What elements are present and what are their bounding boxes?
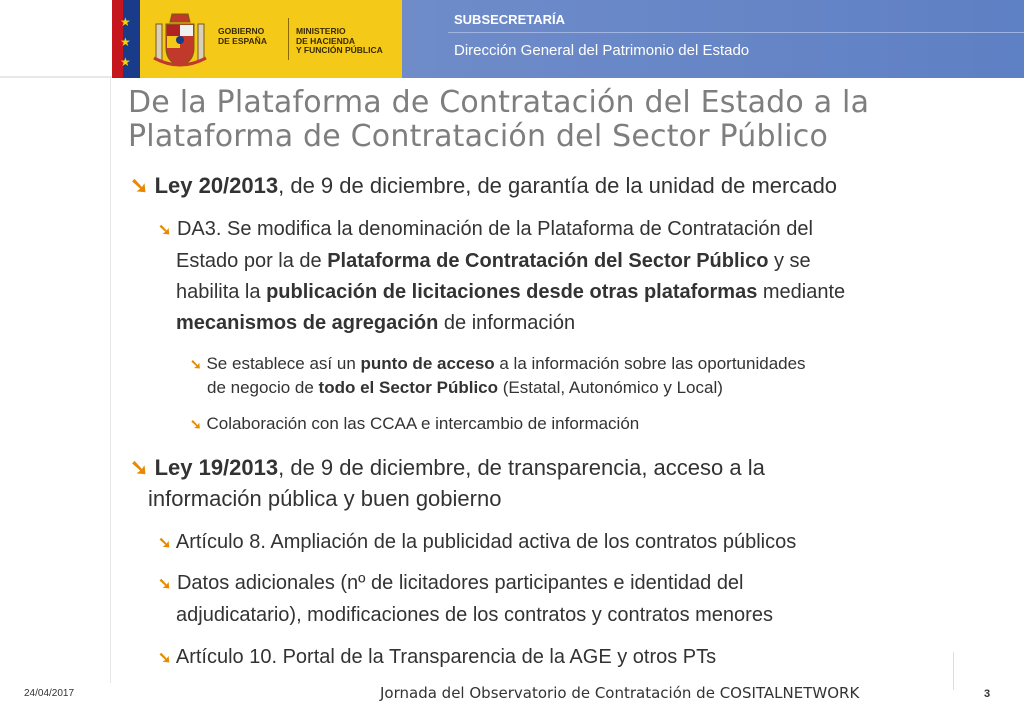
footer-date: 24/04/2017 (24, 688, 75, 699)
punto-text: de negocio de (207, 378, 319, 397)
slide-title (128, 86, 1008, 154)
bullet-ley-19-2013 (130, 452, 950, 514)
da3-bold: publicación de licitaciones desde otras plataformas (266, 281, 758, 303)
da3-text: y se (768, 250, 811, 272)
bullet-text: , de 9 de diciembre, de transparencia, acceso a la (278, 455, 765, 480)
punto-text: Se establece así un (206, 354, 361, 373)
direccion-label: Dirección General del Patrimonio del Estado (454, 42, 750, 59)
gov-label: GOBIERNO DE ESPAÑA (218, 26, 267, 46)
punto-text: a la información sobre las oportunidades (494, 354, 806, 373)
arrow-icon: ➘ (130, 455, 149, 480)
articulo-8-text: Artículo 8. Ampliación de la publicidad activa de los contratos públicos (175, 531, 797, 553)
da3-text: de información (438, 312, 576, 334)
articulo-10-text: Artículo 10. Portal de la Transparencia de la AGE y otros PTs (175, 646, 717, 668)
arrow-icon: ➘ (130, 173, 149, 198)
da3-bold: mecanismos de agregación (176, 312, 439, 334)
header-white-area (0, 0, 112, 78)
arrow-icon: ➘ (158, 650, 172, 667)
sub-sub-bullet-colaboracion (190, 412, 639, 436)
page-number: 3 (984, 688, 991, 700)
ministry-label: MINISTERIO DE HACIENDA Y FUNCIÓN PÚBLICA (296, 26, 383, 55)
title-line-1: De la Plataforma de Contratación del Estado a la (128, 85, 870, 120)
star-icon: ★ (120, 35, 131, 49)
footer-rule (953, 652, 954, 690)
arrow-icon: ➘ (158, 535, 172, 552)
arrow-icon: ➘ (190, 356, 202, 372)
colaboracion-text: Colaboración con las CCAA e intercambio de información (206, 414, 640, 433)
title-line-2: Plataforma de Contratación del Sector Público (128, 119, 829, 154)
arrow-icon: ➘ (190, 416, 202, 432)
punto-text: (Estatal, Autonómico y Local) (498, 378, 723, 397)
government-logo (140, 0, 402, 78)
star-icon: ★ (120, 55, 131, 69)
bullet-ley-20-2013 (130, 172, 837, 200)
header-banner (0, 0, 1024, 78)
sub-sub-bullet-punto-acceso (190, 352, 980, 399)
punto-bold: punto de acceso (360, 354, 495, 373)
arrow-icon: ➘ (158, 576, 172, 593)
da3-text: mediante (757, 281, 846, 303)
header-blue-band (402, 0, 1024, 78)
sub-bullet-articulo-8 (158, 527, 796, 559)
sub-bullet-datos-adicionales (158, 568, 938, 631)
da3-bold: Plataforma de Contratación del Sector Público (327, 250, 769, 272)
sub-bullet-da3 (158, 214, 958, 339)
bullet-bold: Ley 19/2013 (154, 455, 279, 480)
left-margin-rule (110, 78, 111, 683)
coat-of-arms-icon (152, 10, 208, 68)
bullet-bold: Ley 20/2013 (154, 173, 279, 198)
arrow-icon: ➘ (158, 222, 172, 239)
datos-line-2: adjudicatario), modificaciones de los contratos y contratos menores (176, 604, 773, 626)
header-divider (0, 76, 112, 78)
da3-text: habilita la (176, 281, 267, 303)
star-icon: ★ (120, 15, 131, 29)
bullet-text: , de 9 de diciembre, de garantía de la unidad de mercado (278, 173, 838, 198)
sub-bullet-articulo-10 (158, 642, 716, 674)
punto-bold: todo el Sector Público (318, 378, 499, 397)
bullet-text: información pública y buen gobierno (148, 486, 502, 511)
datos-line-1: Datos adicionales (nº de licitadores participantes e identidad del (176, 572, 744, 594)
logo-divider (288, 18, 289, 60)
da3-text: Estado por la de (176, 250, 328, 272)
header-rule (448, 32, 1024, 33)
eu-flag-band (112, 0, 140, 78)
subsecretaria-label: SUBSECRETARÍA (454, 12, 565, 27)
footer-event-title: Jornada del Observatorio de Contratación de COSITALNETWORK (380, 684, 860, 702)
da3-line-1: DA3. Se modifica la denominación de la Plataforma de Contratación del (176, 218, 813, 240)
